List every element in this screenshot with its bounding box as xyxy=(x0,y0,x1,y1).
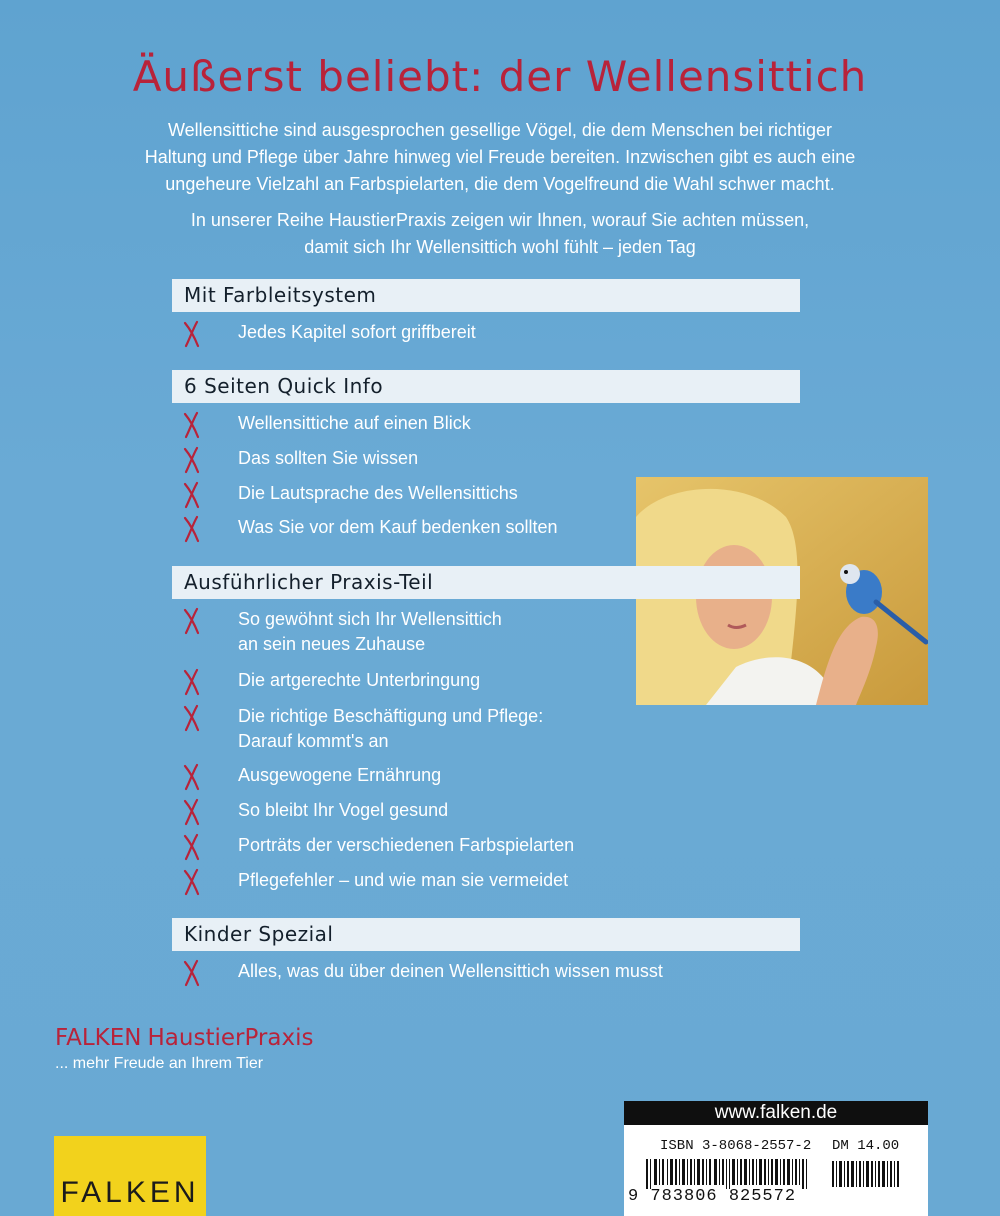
intro-paragraph-2 xyxy=(95,207,905,261)
list-item-text: Was Sie vor dem Kauf bedenken sollten xyxy=(238,517,558,537)
intro-line: damit sich Ihr Wellensittich wohl fühlt – jeden Tag xyxy=(304,237,696,257)
red-x-bullet-icon xyxy=(180,515,204,543)
ean-number: 9 783806 825572 xyxy=(628,1187,797,1206)
list-item-text: Wellensittiche auf einen Blick xyxy=(238,413,471,433)
list-item-text: Ausgewogene Ernährung xyxy=(238,765,442,785)
brand-tagline: ... mehr Freude an Ihrem Tier xyxy=(55,1055,264,1072)
price-label: DM 14.00 xyxy=(832,1138,900,1154)
list-item-text: Alles, was du über deinen Wellensittich wissen musst xyxy=(238,961,663,981)
intro-paragraph-1 xyxy=(95,117,905,198)
list-item-text: So bleibt Ihr Vogel gesund xyxy=(238,800,449,820)
red-x-bullet-icon xyxy=(180,833,204,861)
logo-text: FALKEN xyxy=(60,1176,200,1209)
intro-line: ungeheure Vielzahl an Farbspielarten, die dem Vogelfreund die Wahl schwer macht. xyxy=(165,174,835,194)
red-x-bullet-icon xyxy=(180,320,204,348)
isbn-number: ISBN 3-8068-2557-2 xyxy=(660,1138,812,1154)
red-x-bullet-icon xyxy=(180,607,204,635)
website-url: www.falken.de xyxy=(624,1101,928,1125)
publisher-logo xyxy=(54,1136,206,1216)
brand-name: FALKEN xyxy=(55,1025,142,1051)
list-item-text: Pflegefehler – und wie man sie vermeidet xyxy=(238,870,569,890)
page-title: Äußerst beliebt: der Wellensittich xyxy=(132,52,868,101)
list-item-line: Die richtige Beschäftigung und Pflege: xyxy=(238,706,544,726)
red-x-bullet-icon xyxy=(180,959,204,987)
list-item-text xyxy=(238,704,758,754)
list-item-line: Darauf kommt's an xyxy=(238,731,389,751)
intro-line: Wellensittiche sind ausgesprochen gesellige Vögel, die dem Menschen bei richtiger xyxy=(167,120,833,140)
intro-line: Haltung und Pflege über Jahre hinweg viel Freude bereiten. Inzwischen gibt es auch eine xyxy=(144,147,856,167)
intro-line: In unserer Reihe HaustierPraxis zeigen wir Ihnen, worauf Sie achten müssen, xyxy=(190,210,810,230)
list-item-text: Die artgerechte Unterbringung xyxy=(238,670,481,690)
brand-series: HaustierPraxis xyxy=(147,1025,314,1051)
red-x-bullet-icon xyxy=(180,411,204,439)
ean-barcode xyxy=(646,1159,816,1189)
list-item-text: Die Lautsprache des Wellensittichs xyxy=(238,483,518,503)
list-item-line: So gewöhnt sich Ihr Wellensittich xyxy=(238,609,502,629)
red-x-bullet-icon xyxy=(180,868,204,896)
barcode-panel xyxy=(624,1101,928,1216)
red-x-bullet-icon xyxy=(180,704,204,732)
red-x-bullet-icon xyxy=(180,446,204,474)
section-header-farbleitsystem: Mit Farbleitsystem xyxy=(172,279,800,312)
section-header-kinder-spezial: Kinder Spezial xyxy=(172,918,800,951)
list-item-line: an sein neues Zuhause xyxy=(238,634,426,654)
list-item-text xyxy=(238,607,758,657)
red-x-bullet-icon xyxy=(180,668,204,696)
series-brand xyxy=(55,1025,313,1051)
list-item-text: Jedes Kapitel sofort griffbereit xyxy=(238,322,476,342)
red-x-bullet-icon xyxy=(180,798,204,826)
section-header-praxis-teil: Ausführlicher Praxis-Teil xyxy=(172,566,800,599)
price-barcode xyxy=(832,1159,902,1189)
section-header-quick-info: 6 Seiten Quick Info xyxy=(172,370,800,403)
red-x-bullet-icon xyxy=(180,481,204,509)
list-item-text: Das sollten Sie wissen xyxy=(238,448,419,468)
red-x-bullet-icon xyxy=(180,763,204,791)
list-item-text: Porträts der verschiedenen Farbspielarten xyxy=(238,835,575,855)
